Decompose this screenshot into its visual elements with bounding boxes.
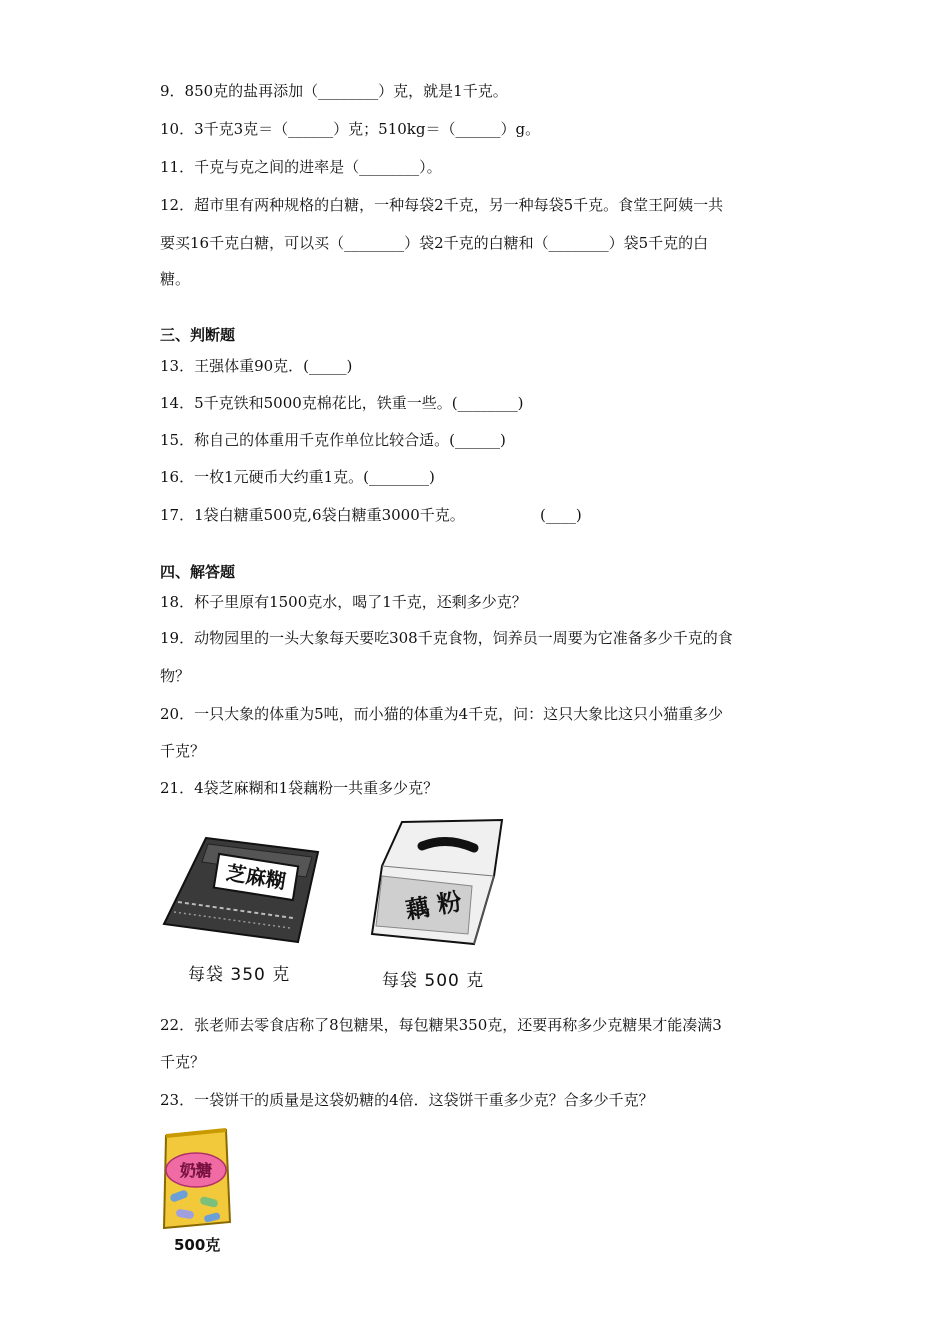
section-heading-answers: 四、解答题 <box>160 563 236 581</box>
lotus-powder-bag-illustration <box>362 816 512 948</box>
sesame-bag-caption: 每袋 350 克 <box>188 965 291 985</box>
question-19-line-2: 物？ <box>160 667 191 685</box>
question-9: 9．850克的盐再添加（________）克，就是1千克。 <box>160 82 508 100</box>
milk-candy-caption: 500克 <box>174 1236 221 1254</box>
question-22-line-2: 千克？ <box>160 1053 206 1071</box>
question-22-line-1: 22．张老师去零食店称了8包糖果，每包糖果350克，还要再称多少克糖果才能凑满3 <box>160 1016 722 1034</box>
milk-candy-bag-label: 奶糖 <box>179 1161 213 1180</box>
question-20-line-1: 20．一只大象的体重为5吨，而小猫的体重为4千克，问：这只大象比这只小猫重多少 <box>160 705 724 723</box>
sesame-bag-illustration <box>158 832 326 944</box>
lotus-powder-bag-caption: 每袋 500 克 <box>382 971 485 991</box>
question-15: 15．称自己的体重用千克作单位比较合适。(______) <box>160 431 506 449</box>
question-20-line-2: 千克？ <box>160 742 206 760</box>
question-23: 23．一袋饼干的质量是这袋奶糖的4倍．这袋饼干重多少克？合多少千克？ <box>160 1091 654 1109</box>
question-11: 11．千克与克之间的进率是（________）。 <box>160 158 442 176</box>
question-21: 21．4袋芝麻糊和1袋藕粉一共重多少克？ <box>160 779 439 797</box>
question-12-line-2: 要买16千克白糖，可以买（________）袋2千克的白糖和（________）袋5千克的白 <box>160 234 709 252</box>
question-10: 10．3千克3克＝（______）克；510kg＝（______）g。 <box>160 120 541 138</box>
question-18: 18．杯子里原有1500克水，喝了1千克，还剩多少克？ <box>160 593 527 611</box>
lotus-powder-bag-label: 藕 粉 <box>403 887 464 925</box>
milk-candy-bag-illustration <box>160 1128 232 1230</box>
sesame-bag-label: 芝麻糊 <box>224 860 288 894</box>
question-12-line-1: 12．超市里有两种规格的白糖，一种每袋2千克，另一种每袋5千克。食堂王阿姨一共 <box>160 196 724 214</box>
question-16: 16．一枚1元硬币大约重1克。(________) <box>160 468 435 486</box>
question-17-blank: (____) <box>540 506 582 524</box>
question-17: 17．1袋白糖重500克,6袋白糖重3000千克。 <box>160 506 465 524</box>
question-12-line-3: 糖。 <box>160 270 191 288</box>
question-13: 13．王强体重90克．(_____) <box>160 357 353 375</box>
question-19-line-1: 19．动物园里的一头大象每天要吃308千克食物，饲养员一周要为它准备多少千克的食 <box>160 629 733 647</box>
question-14: 14．5千克铁和5000克棉花比，铁重一些。(________) <box>160 394 524 412</box>
section-heading-judgement: 三、判断题 <box>160 326 236 344</box>
